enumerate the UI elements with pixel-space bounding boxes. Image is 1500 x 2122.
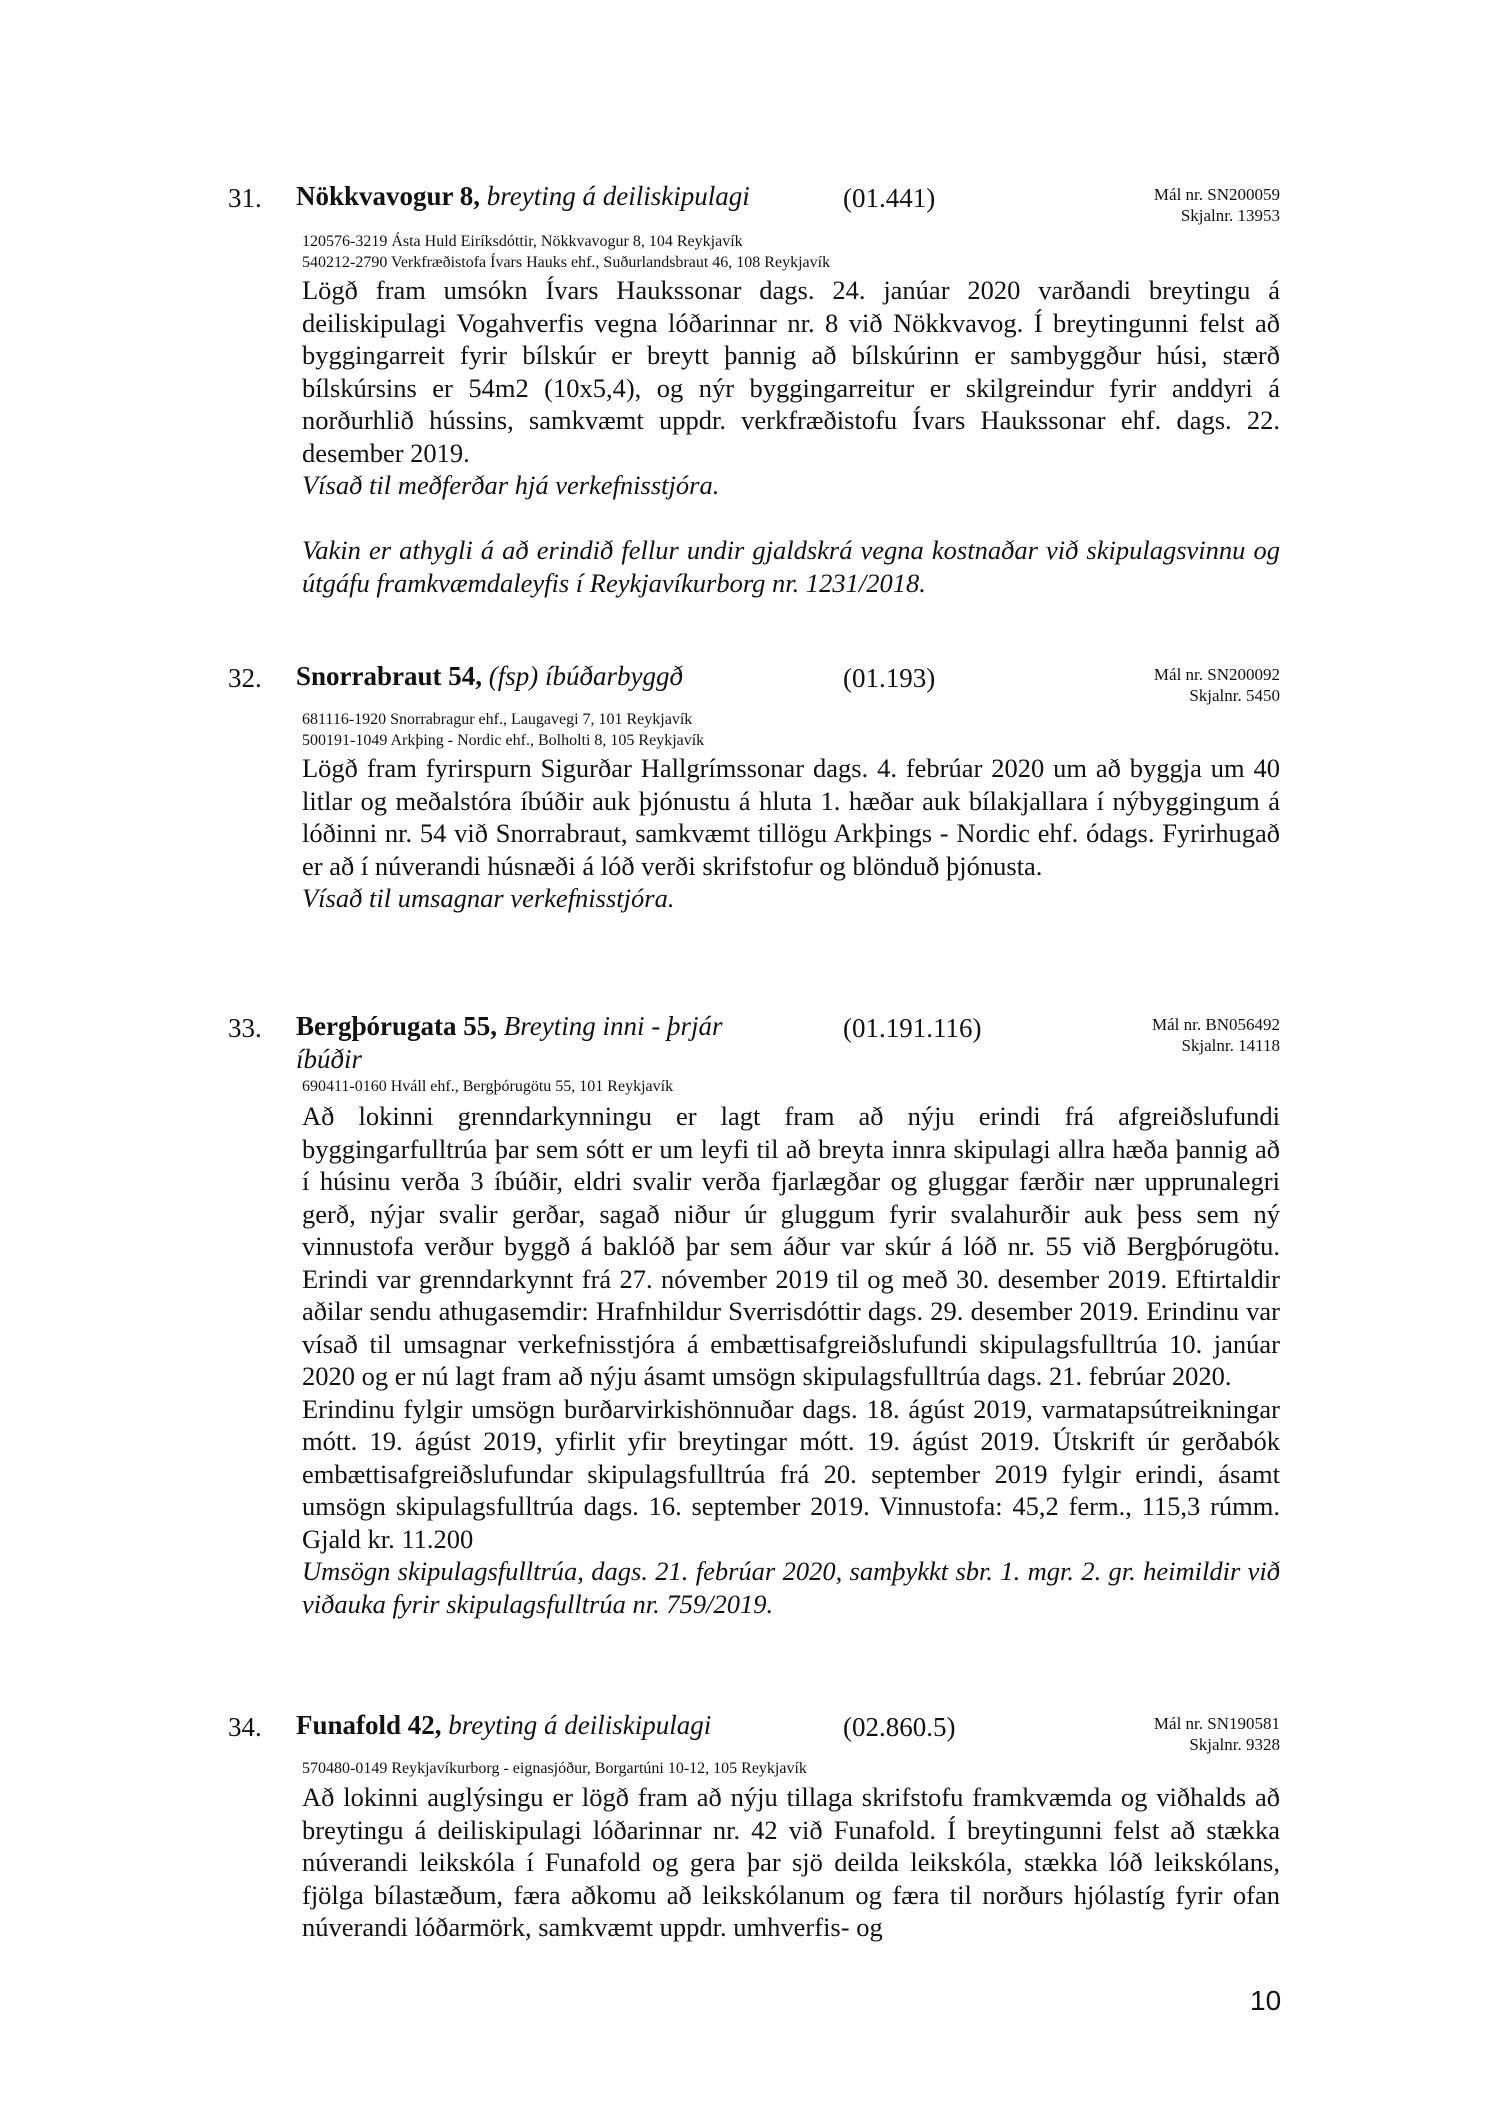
document-number: Skjalnr. 5450 — [1189, 686, 1280, 705]
item-description: Lögð fram fyrirspurn Sigurðar Hallgrímssonar dags. 4. febrúar 2020 um að byggja um 40 litlar og meðalstóra íbúðir auk þjónustu á hluta 1. hæðar auk bílakjallara í nýbyggingum á lóðinni nr. 54 við Snorrabraut, samkvæmt tillögu Arkþings - Nordic ehf. ódags. Fyrirhugað er að í núverandi húsnæði á lóð verði skrifstofur og blönduð þjónusta. — [302, 753, 1280, 881]
item-description: Að lokinni grenndarkynningu er lagt fram að nýju erindi frá afgreiðslufundi byggingarfulltrúa þar sem sótt er um leyfi til að breyta innra skipulagi allra hæða þannig að í húsinu verða 3 íbúðir, eldri svalir verða fjarlægðar og gluggar færðir nær upprunalegri gerð, nýjar svalir gerðar, sagað niður úr gluggum fyrir svalahurðir auk þess sem ný vinnustofa verður byggð á baklóð þar sem áður var skúr á lóð nr. 55 við Bergþórugötu. Erindi var grenndarkynnt frá 27. nóvember 2019 til og með 30. desember 2019. Eftirtaldir aðilar sendu athugasemdir: Hrafnhildur Sverrisdóttir dags. 29. desember 2019. Erindinu var vísað til umsagnar verkefnisstjóra á embættisafgreiðslufundi skipulagsfulltrúa 10. janúar 2020 og er nú lagt fram að nýju ásamt umsögn skipulagsfulltrúa dags. 21. febrúar 2020. — [302, 1101, 1280, 1391]
item-body — [302, 1100, 1280, 1620]
party-line: 690411-0160 Hváll ehf., Bergþórugötu 55, 101 Reykjavík — [302, 1078, 674, 1095]
case-number: Mál nr. SN200092 — [1153, 665, 1280, 684]
item-code: (01.193) — [843, 663, 936, 693]
item-parties — [302, 1076, 673, 1097]
item-address: Snorrabraut 54, — [296, 661, 483, 691]
item-reference — [1152, 1014, 1280, 1056]
item-subject: breyting á deiliskipulagi — [486, 181, 750, 211]
document-number: Skjalnr. 9328 — [1189, 1735, 1280, 1754]
party-line: 540212-2790 Verkfræðistofa Ívars Hauks ehf., Suðurlandsbraut 46, 108 Reykjavík — [302, 254, 831, 271]
item-note: Vakin er athygli á að erindið fellur undir gjaldskrá vegna kostnaðar við skipulagsvinnu og útgáfu framkvæmdaleyfis í Reykjavíkurborg nr. 1231/2018. — [302, 535, 1280, 598]
party-line: 681116-1920 Snorrabragur ehf., Laugavegi 7, 101 Reykjavík — [302, 711, 693, 728]
page-number: 10 — [1250, 1985, 1282, 2016]
item-description-2: Erindinu fylgir umsögn burðarvirkishönnuðar dags. 18. ágúst 2019, varmatapsútreikningar mótt. 19. ágúst 2019, yfirlit yfir breytingar mótt. 19. ágúst 2019. Útskrift úr gerðabók embættisafgreiðslufundar skipulagsfulltrúa frá 20. september 2019 fylgir erindi, ásamt umsögn skipulagsfulltrúa dags. 16. september 2019. Vinnustofa: 45,2 ferm., 115,3 rúmm. Gjald kr. 11.200 — [302, 1393, 1280, 1554]
item-title — [296, 1709, 766, 1742]
item-subject: Breyting inni - þrjár íbúðir — [296, 1011, 723, 1074]
item-reference — [1154, 1713, 1280, 1755]
item-address: Bergþórugata 55, — [296, 1011, 497, 1041]
item-decision: Umsögn skipulagsfulltrúa, dags. 21. febrúar 2020, samþykkt sbr. 1. mgr. 2. gr. heimildir við viðauka fyrir skipulagsfulltrúa nr. 759/2019. — [302, 1556, 1280, 1619]
item-parties — [302, 1758, 807, 1779]
item-subject: breyting á deiliskipulagi — [448, 1710, 712, 1740]
party-line: 570480-0149 Reykjavíkurborg - eignasjóður, Borgartúni 10-12, 105 Reykjavík — [302, 1760, 807, 1777]
item-description: Lögð fram umsókn Ívars Haukssonar dags. 24. janúar 2020 varðandi breytingu á deiliskipulagi Vogahverfis vegna lóðarinnar nr. 8 við Nökkvavog. Í breytingunni felst að byggingarreit fyrir bílskúr er breytt þannig að bílskúrinn er sambyggður húsi, stærð bílskúrsins er 54m2 (10x5,4), og nýr byggingarreitur er skilgreindur fyrir anddyri á norðurhlið hússins, samkvæmt uppdr. verkfræðistofu Ívars Haukssonar ehf. dags. 22. desember 2019. — [302, 275, 1280, 468]
party-line: 120576-3219 Ásta Huld Eiríksdóttir, Nökkvavogur 8, 104 Reykjavík — [302, 233, 743, 250]
item-parties — [302, 709, 704, 751]
item-title — [296, 660, 766, 693]
item-decision: Vísað til umsagnar verkefnisstjóra. — [302, 883, 675, 913]
item-code: (01.441) — [843, 183, 936, 213]
item-reference — [1154, 664, 1280, 706]
item-parties — [302, 231, 830, 273]
item-address: Funafold 42, — [296, 1710, 442, 1740]
item-number: 34. — [228, 1712, 262, 1742]
item-code: (02.860.5) — [843, 1712, 956, 1742]
party-line: 500191-1049 Arkþing - Nordic ehf., Bolholti 8, 105 Reykjavík — [302, 732, 705, 749]
item-address: Nökkvavogur 8, — [296, 181, 481, 211]
document-number: Skjalnr. 13953 — [1180, 206, 1280, 225]
item-title — [296, 1010, 756, 1076]
item-body — [302, 274, 1280, 599]
item-number: 33. — [228, 1013, 262, 1043]
document-number: Skjalnr. 14118 — [1181, 1036, 1280, 1055]
item-title — [296, 180, 766, 213]
item-code: (01.191.116) — [843, 1013, 982, 1043]
item-subject: (fsp) íbúðarbyggð — [488, 661, 683, 691]
item-number: 32. — [228, 663, 262, 693]
case-number: Mál nr. BN056492 — [1152, 1015, 1280, 1034]
item-body — [302, 1781, 1280, 1944]
item-body — [302, 752, 1280, 915]
item-decision: Vísað til meðferðar hjá verkefnisstjóra. — [302, 470, 720, 500]
case-number: Mál nr. SN200059 — [1153, 185, 1280, 204]
item-number: 31. — [228, 183, 262, 213]
item-reference — [1154, 184, 1280, 226]
item-description: Að lokinni auglýsingu er lögð fram að nýju tillaga skrifstofu framkvæmda og viðhalds að breytingu á deiliskipulagi lóðarinnar nr. 42 við Funafold. Í breytingunni felst að stækka núverandi leikskóla í Funafold og gera þar sjö deilda leikskóla, stækka lóð leikskólans, fjölga bílastæðum, færa aðkomu að leikskólanum og færa til norðurs hjólastíg fyrir ofan núverandi lóðarmörk, samkvæmt uppdr. umhverfis- og — [302, 1782, 1280, 1942]
case-number: Mál nr. SN190581 — [1153, 1714, 1280, 1733]
